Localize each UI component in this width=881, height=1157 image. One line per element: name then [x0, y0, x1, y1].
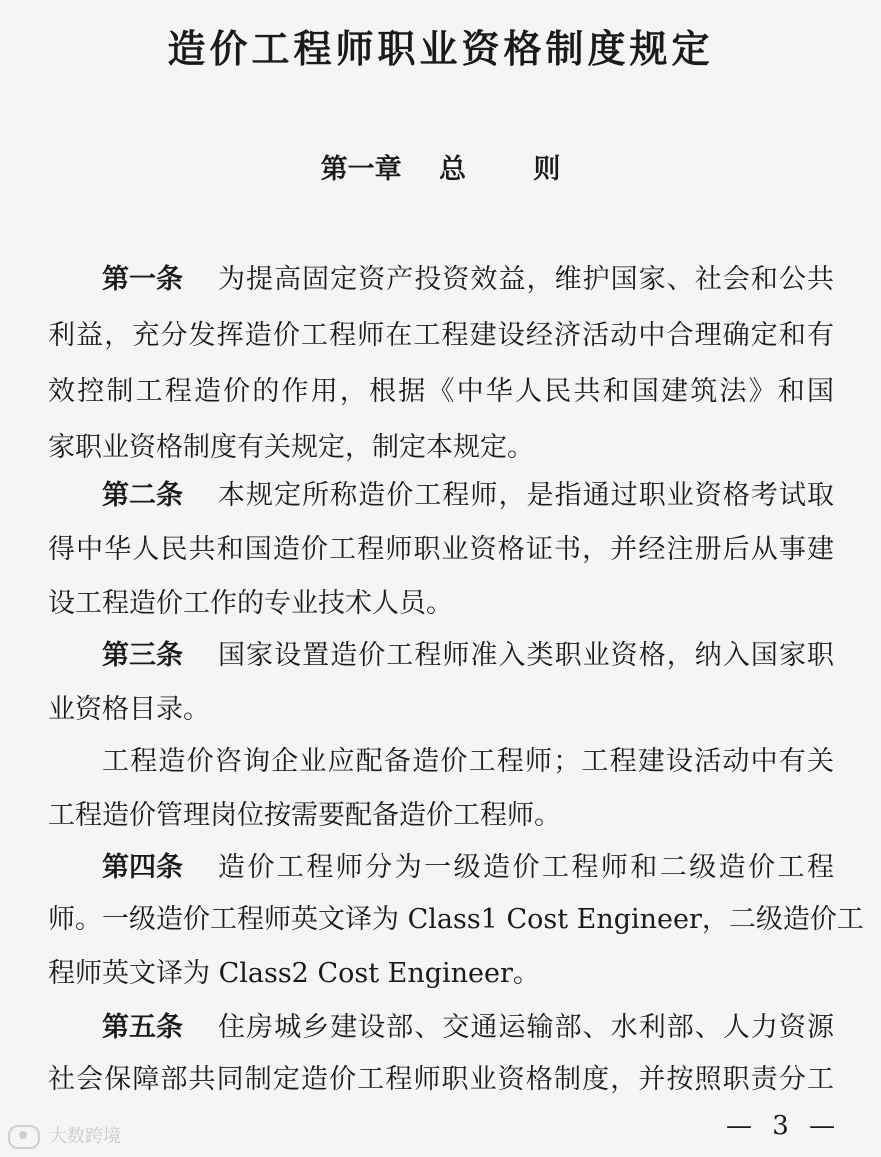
article-4-text: 造价工程师分为一级造价工程师和二级造价工程	[218, 852, 834, 883]
article-1-line-3	[0, 370, 881, 414]
article-2-text: 设工程造价工作的专业技术人员。	[48, 588, 453, 619]
article-3-line-1	[0, 634, 881, 678]
article-1-text: 为提高固定资产投资效益，维护国家、社会和公共	[218, 264, 834, 295]
article-3-label: 第三条	[102, 640, 183, 671]
page-number: — 3 —	[726, 1111, 842, 1141]
chapter-name-char-1: 总	[439, 154, 466, 185]
chapter-heading	[0, 150, 881, 190]
article-3-text: 国家设置造价工程师准入类职业资格，纳入国家职	[218, 640, 834, 671]
article-1-line-2	[0, 314, 881, 358]
article-2-text: 本规定所称造价工程师，是指通过职业资格考试取	[218, 480, 834, 511]
article-3-para-2-text: 工程造价管理岗位按需要配备造价工程师。	[48, 800, 561, 831]
article-3-para-2-line-1	[0, 740, 881, 784]
article-1-text: 效控制工程造价的作用，根据《中华人民共和国建筑法》和国	[48, 376, 834, 407]
article-2-line-1	[0, 474, 881, 518]
article-3-para-2-text: 工程造价咨询企业应配备造价工程师；工程建设活动中有关	[102, 746, 834, 777]
article-1-line-1	[0, 258, 881, 302]
article-4-label: 第四条	[102, 852, 183, 883]
article-1-text: 利益，充分发挥造价工程师在工程建设经济活动中合理确定和有	[48, 320, 834, 351]
article-5-line-1	[0, 1006, 881, 1050]
chapter-number: 第一章	[320, 154, 402, 185]
document-title: 造价工程师职业资格制度规定	[167, 26, 714, 71]
article-4-line-3	[0, 952, 881, 996]
camera-icon	[8, 1125, 40, 1149]
article-2-line-2	[0, 528, 881, 572]
article-2-label: 第二条	[102, 480, 183, 511]
watermark	[8, 1124, 121, 1149]
article-5-text: 住房城乡建设部、交通运输部、水利部、人力资源	[218, 1012, 834, 1043]
chapter-name-char-2: 则	[533, 154, 561, 185]
article-1-line-4	[0, 426, 881, 470]
article-5-label: 第五条	[102, 1012, 183, 1043]
watermark-text: 大数跨境	[49, 1126, 122, 1146]
article-5-line-2	[0, 1058, 881, 1102]
article-3-line-2	[0, 688, 881, 732]
article-1-text: 家职业资格制度有关规定，制定本规定。	[48, 432, 534, 463]
article-4-line-2	[0, 898, 881, 942]
article-3-para-2-line-2	[0, 794, 881, 838]
article-2-line-3	[0, 582, 881, 626]
article-1-label: 第一条	[102, 264, 183, 295]
article-4-text: 师。一级造价工程师英文译为 Class1 Cost Engineer，二级造价工	[48, 904, 864, 935]
article-3-text: 业资格目录。	[48, 694, 210, 725]
article-4-text: 程师英文译为 Class2 Cost Engineer。	[48, 958, 540, 989]
article-2-text: 得中华人民共和国造价工程师职业资格证书，并经注册后从事建	[48, 534, 834, 565]
article-4-line-1	[0, 846, 881, 890]
article-5-text: 社会保障部共同制定造价工程师职业资格制度，并按照职责分工	[48, 1064, 834, 1095]
